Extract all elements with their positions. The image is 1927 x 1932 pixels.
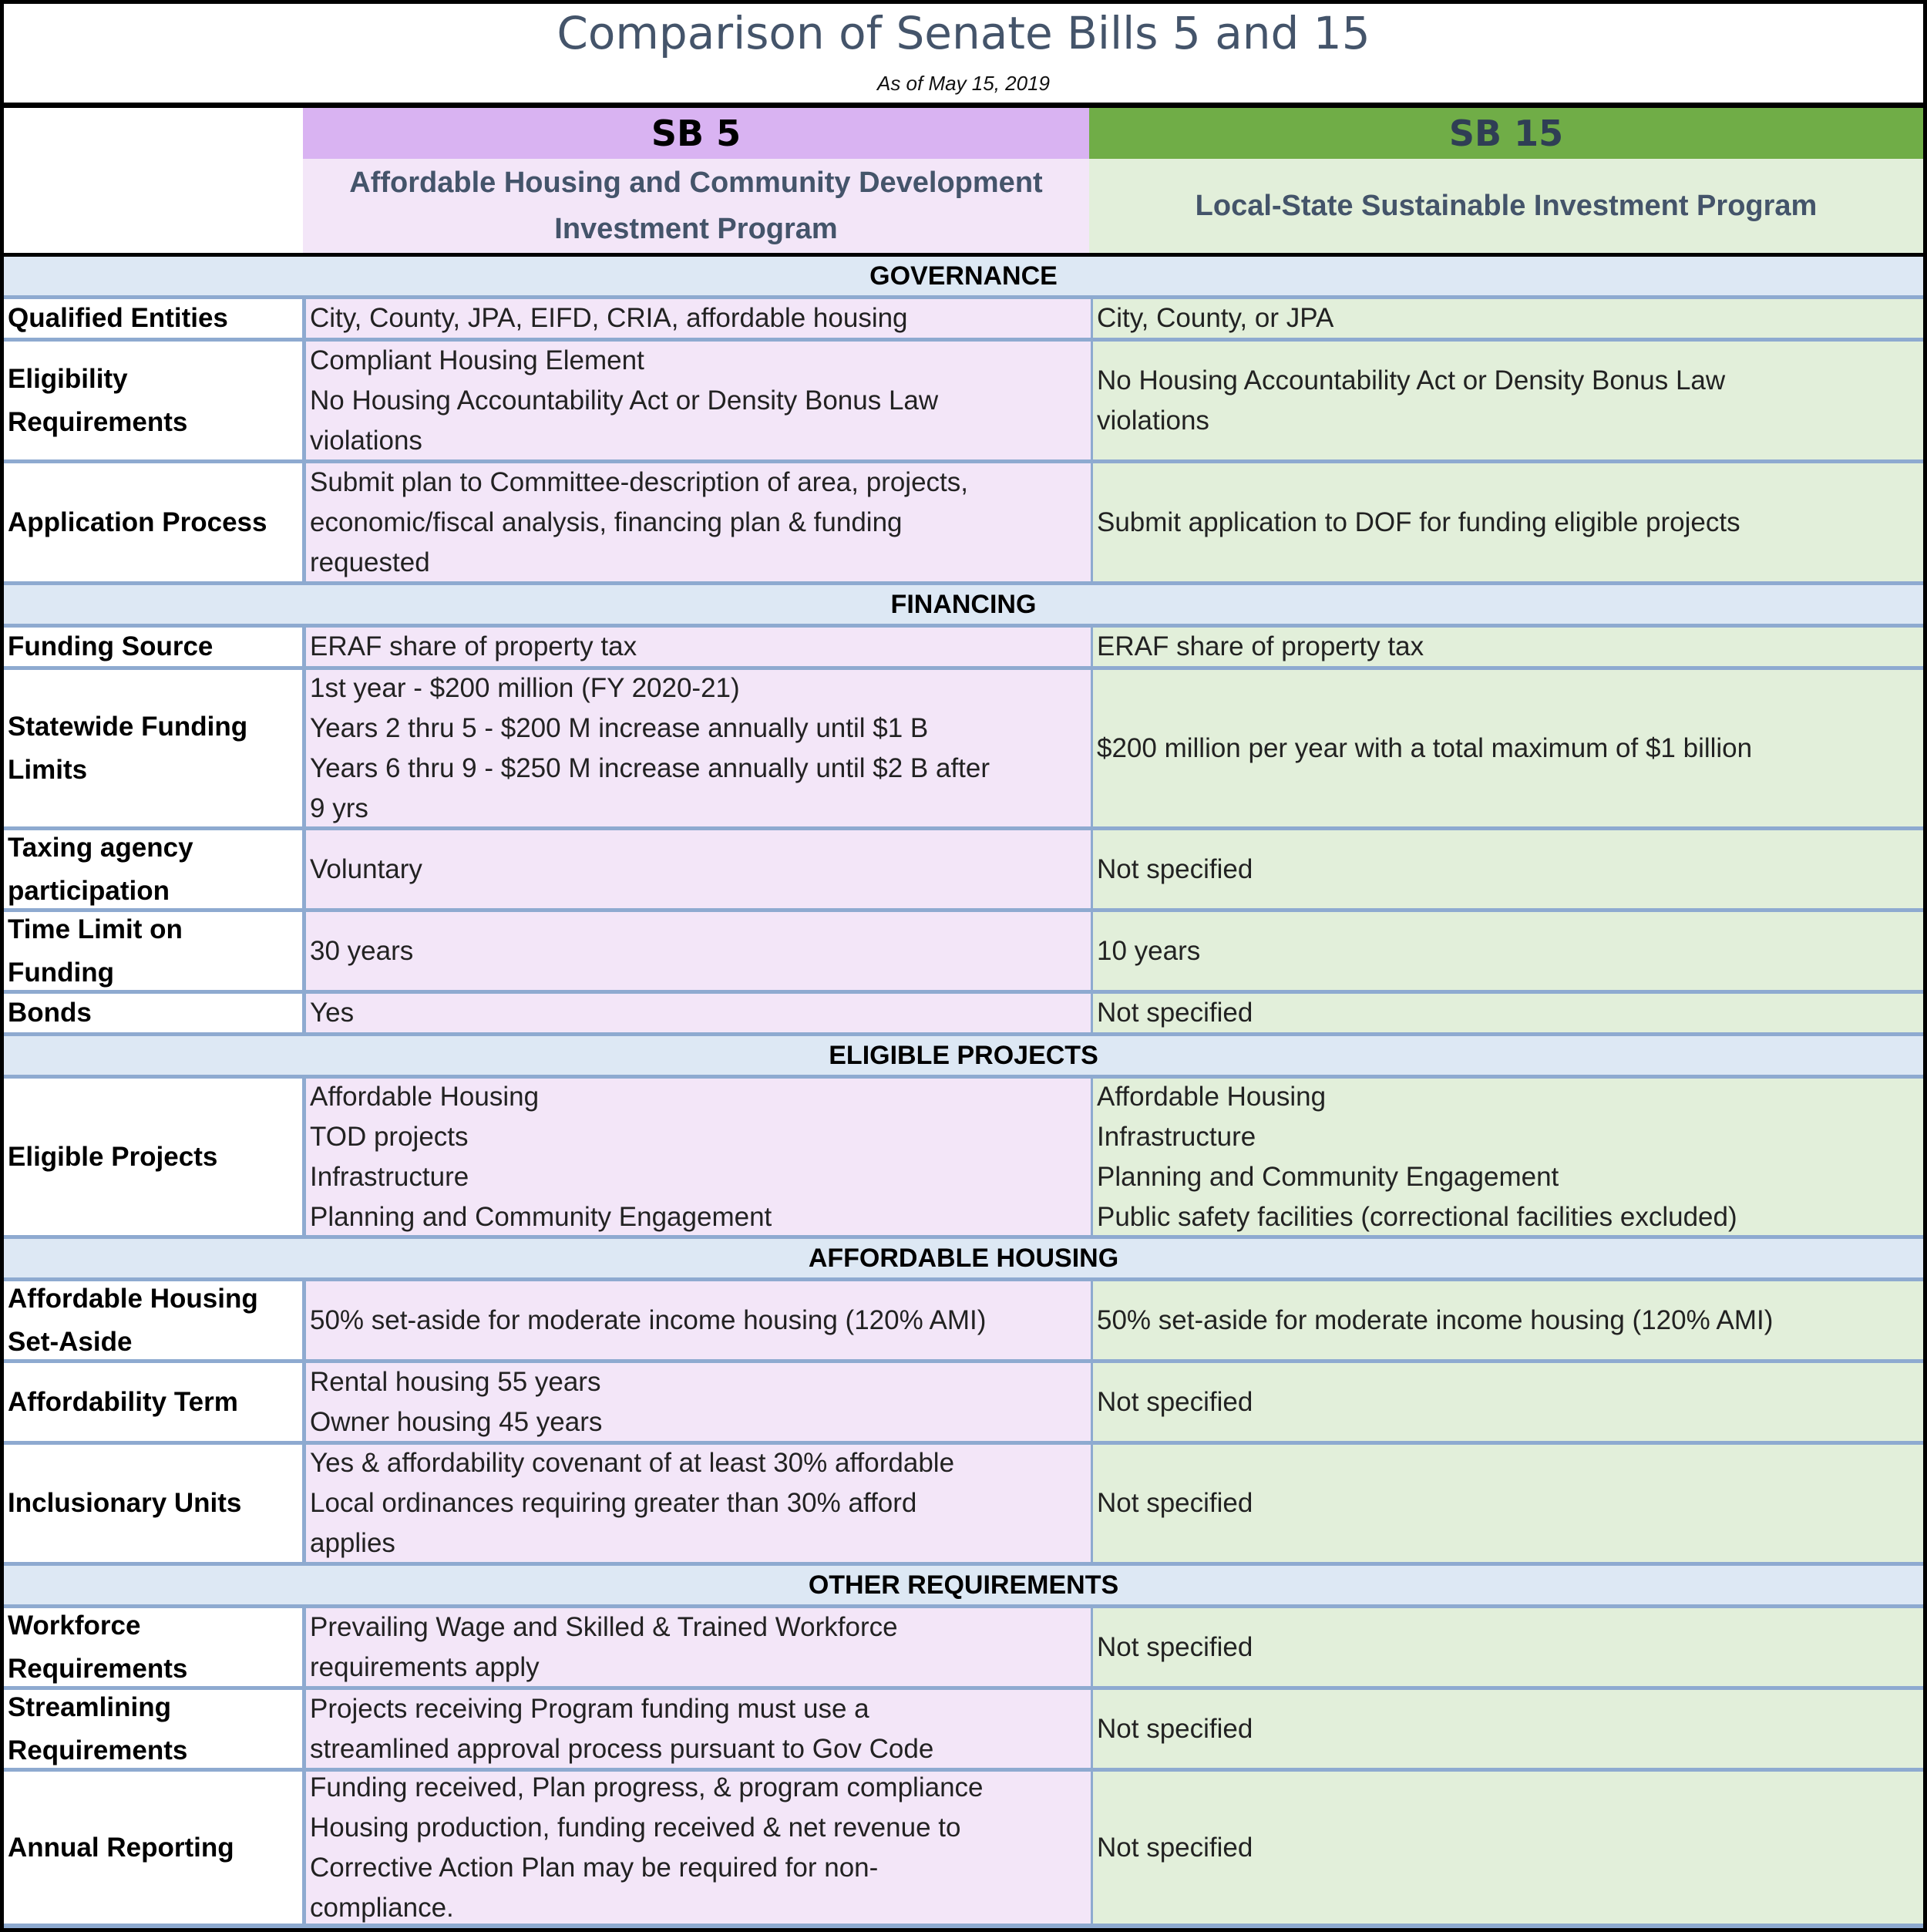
- sb5-cell-text: Projects receiving Program funding must use a: [310, 1693, 869, 1724]
- sb5-cell-text: Funding received, Plan progress, & program compliance: [310, 1772, 984, 1802]
- sb15-cell: [1093, 1608, 1923, 1686]
- row-label: [4, 912, 302, 990]
- sb5-cell-text: 50% set-aside for moderate income housing (120% AMI): [310, 1304, 987, 1335]
- row-label-text: Funding: [8, 957, 115, 988]
- row-label: [4, 670, 302, 826]
- row-label-text: Inclusionary Units: [8, 1488, 242, 1518]
- row-label-text: Affordable Housing: [8, 1283, 258, 1314]
- sb5-cell-text: Infrastructure: [310, 1161, 469, 1192]
- sb15-cell-text: Not specified: [1097, 1386, 1253, 1417]
- row-label-text: Bonds: [8, 998, 92, 1028]
- sb5-cell: [306, 670, 1091, 826]
- section-header: ELIGIBLE PROJECTS: [4, 1036, 1923, 1075]
- sb5-cell-text: Years 6 thru 9 - $250 M increase annually until $2 B after: [310, 752, 990, 783]
- sb5-cell-text: Years 2 thru 5 - $200 M increase annually until $1 B: [310, 712, 929, 743]
- document-subtitle: As of May 15, 2019: [876, 72, 1051, 95]
- sb15-program-name: Local-State Sustainable Investment Program: [1089, 159, 1923, 253]
- sb15-cell: [1093, 342, 1923, 459]
- sb5-cell-text: No Housing Accountability Act or Density Bonus Law: [310, 385, 939, 416]
- row-label-text: Eligibility: [8, 363, 128, 394]
- sb5-cell: [306, 1690, 1091, 1768]
- sb5-cell: [306, 1363, 1091, 1441]
- sb15-cell-text: Infrastructure: [1097, 1121, 1256, 1152]
- sb5-cell-text: streamlined approval process pursuant to Gov Code: [310, 1733, 934, 1764]
- sb5-cell-text: violations: [310, 425, 422, 456]
- sb5-cell-text: requested: [310, 547, 430, 577]
- sb5-cell: [306, 1079, 1091, 1235]
- sb15-cell: [1093, 1445, 1923, 1562]
- sb5-cell: [306, 342, 1091, 459]
- row-label: [4, 830, 302, 908]
- sb5-cell-text: 9 yrs: [310, 793, 368, 823]
- sb15-cell-text: Public safety facilities (correctional facilities excluded): [1097, 1201, 1737, 1232]
- row-label: [4, 1772, 302, 1924]
- sb5-cell-text: economic/fiscal analysis, financing plan & funding: [310, 507, 903, 537]
- sb15-cell: [1093, 1690, 1923, 1768]
- sb5-cell: [306, 1281, 1091, 1359]
- sb15-cell-text: Not specified: [1097, 1713, 1253, 1744]
- sb15-cell: [1093, 830, 1923, 908]
- sb5-cell-text: applies: [310, 1528, 395, 1558]
- sb15-header: SB 15: [1089, 108, 1923, 159]
- section-header: FINANCING: [4, 585, 1923, 624]
- sb15-cell-text: Not specified: [1097, 1631, 1253, 1662]
- sb5-cell-text: Yes: [310, 998, 355, 1028]
- sb5-cell-text: Owner housing 45 years: [310, 1406, 603, 1437]
- sb15-cell-text: Not specified: [1097, 998, 1253, 1028]
- sb15-cell: [1093, 1281, 1923, 1359]
- sb15-cell-text: Not specified: [1097, 853, 1253, 884]
- sb15-cell-text: $200 million per year with a total maximum of $1 billion: [1097, 732, 1753, 763]
- sb5-cell-text: TOD projects: [310, 1121, 469, 1152]
- row-label: [4, 463, 302, 581]
- sb5-header: SB 5: [303, 108, 1089, 159]
- sb5-cell-text: Rental housing 55 years: [310, 1366, 601, 1397]
- sb15-cell-text: Planning and Community Engagement: [1097, 1161, 1559, 1192]
- sb15-cell: [1093, 628, 1923, 666]
- row-label-text: Streamlining: [8, 1691, 171, 1722]
- sb5-cell-text: Planning and Community Engagement: [310, 1201, 772, 1232]
- title-divider: [0, 103, 1927, 108]
- sb5-cell: [306, 830, 1091, 908]
- row-label: [4, 1281, 302, 1359]
- sb15-cell: [1093, 299, 1923, 338]
- sb15-cell-text: Affordable Housing: [1097, 1081, 1327, 1112]
- row-label-text: Requirements: [8, 406, 188, 437]
- sb5-cell: [306, 912, 1091, 990]
- row-label-text: participation: [8, 875, 170, 906]
- row-label-text: Statewide Funding: [8, 711, 248, 742]
- row-label-text: Eligible Projects: [8, 1141, 218, 1172]
- sb15-cell: [1093, 1079, 1923, 1235]
- sb15-cell: [1093, 912, 1923, 990]
- sb5-cell-text: requirements apply: [310, 1651, 540, 1682]
- row-label: [4, 299, 302, 338]
- sb5-cell: [306, 994, 1091, 1032]
- row-label-text: Taxing agency: [8, 832, 193, 863]
- row-label-text: Annual Reporting: [8, 1832, 234, 1863]
- sb15-cell: [1093, 1772, 1923, 1924]
- sb15-cell-text: ERAF share of property tax: [1097, 631, 1424, 661]
- sb15-cell: [1093, 994, 1923, 1032]
- sb5-cell-text: Prevailing Wage and Skilled & Trained Workforce: [310, 1611, 898, 1642]
- sb5-cell-text: Yes & affordability covenant of at least 30% affordable: [310, 1448, 955, 1478]
- section-header: OTHER REQUIREMENTS: [4, 1566, 1923, 1604]
- row-label-text: Time Limit on: [8, 914, 183, 944]
- sb5-cell-text: Submit plan to Committee-description of area, projects,: [310, 466, 968, 497]
- sb5-cell-text: 1st year - $200 million (FY 2020-21): [310, 672, 740, 703]
- sb5-cell: [306, 1445, 1091, 1562]
- row-label: [4, 1079, 302, 1235]
- sb15-cell-text: Not specified: [1097, 1488, 1253, 1518]
- section-header: AFFORDABLE HOUSING: [4, 1239, 1923, 1277]
- sb5-cell-text: Compliant Housing Element: [310, 345, 644, 375]
- sb15-cell-text: City, County, or JPA: [1097, 303, 1334, 333]
- sb15-cell-text: No Housing Accountability Act or Density Bonus Law: [1097, 365, 1726, 395]
- sb5-program-name: Affordable Housing and Community Development Investment Program: [303, 159, 1089, 253]
- sb5-cell: [306, 463, 1091, 581]
- row-label-text: Workforce: [8, 1610, 141, 1641]
- header-blank-cell: [4, 108, 303, 253]
- sb5-cell-text: Housing production, funding received & net revenue to: [310, 1812, 961, 1843]
- sb15-cell-text: 50% set-aside for moderate income housing (120% AMI): [1097, 1304, 1774, 1335]
- row-label: [4, 342, 302, 459]
- sb5-cell: [306, 1772, 1091, 1924]
- row-label-text: Funding Source: [8, 631, 214, 661]
- document-title: Comparison of Senate Bills 5 and 15: [557, 7, 1370, 59]
- row-label-text: Set-Aside: [8, 1326, 133, 1357]
- section-header: GOVERNANCE: [4, 257, 1923, 295]
- sb15-cell-text: Submit application to DOF for funding eligible projects: [1097, 507, 1740, 537]
- sb5-cell: [306, 628, 1091, 666]
- sb15-cell-text: Not specified: [1097, 1832, 1253, 1863]
- row-label: [4, 628, 302, 666]
- sb5-cell-text: Local ordinances requiring greater than 30% afford: [310, 1488, 917, 1518]
- row-label: [4, 1363, 302, 1441]
- sb15-cell: [1093, 670, 1923, 826]
- sb5-cell: [306, 1608, 1091, 1686]
- row-label-text: Limits: [8, 754, 88, 785]
- row-label-text: Affordability Term: [8, 1386, 238, 1417]
- comparison-table: [4, 257, 1923, 1928]
- row-label: [4, 1608, 302, 1686]
- sb5-cell-text: ERAF share of property tax: [310, 631, 637, 661]
- row-label-text: Requirements: [8, 1653, 188, 1684]
- sb5-cell-text: City, County, JPA, EIFD, CRIA, affordable housing: [310, 303, 908, 333]
- sb5-cell-text: Voluntary: [310, 853, 422, 884]
- sb5-cell-text: 30 years: [310, 935, 414, 966]
- title-area: [4, 4, 1923, 103]
- row-label-text: Qualified Entities: [8, 303, 228, 333]
- row-label: [4, 1690, 302, 1768]
- sb15-cell-text: violations: [1097, 405, 1209, 436]
- row-label-text: Requirements: [8, 1735, 188, 1765]
- sb5-cell-text: Corrective Action Plan may be required for non-: [310, 1852, 879, 1883]
- sb5-cell-text: compliance.: [310, 1892, 454, 1923]
- row-label: [4, 1445, 302, 1562]
- sb5-cell: [306, 299, 1091, 338]
- row-label: [4, 994, 302, 1032]
- sb15-cell-text: 10 years: [1097, 935, 1201, 966]
- row-label-text: Application Process: [8, 507, 267, 537]
- sb5-cell-text: Affordable Housing: [310, 1081, 540, 1112]
- sb15-cell: [1093, 463, 1923, 581]
- sb15-cell: [1093, 1363, 1923, 1441]
